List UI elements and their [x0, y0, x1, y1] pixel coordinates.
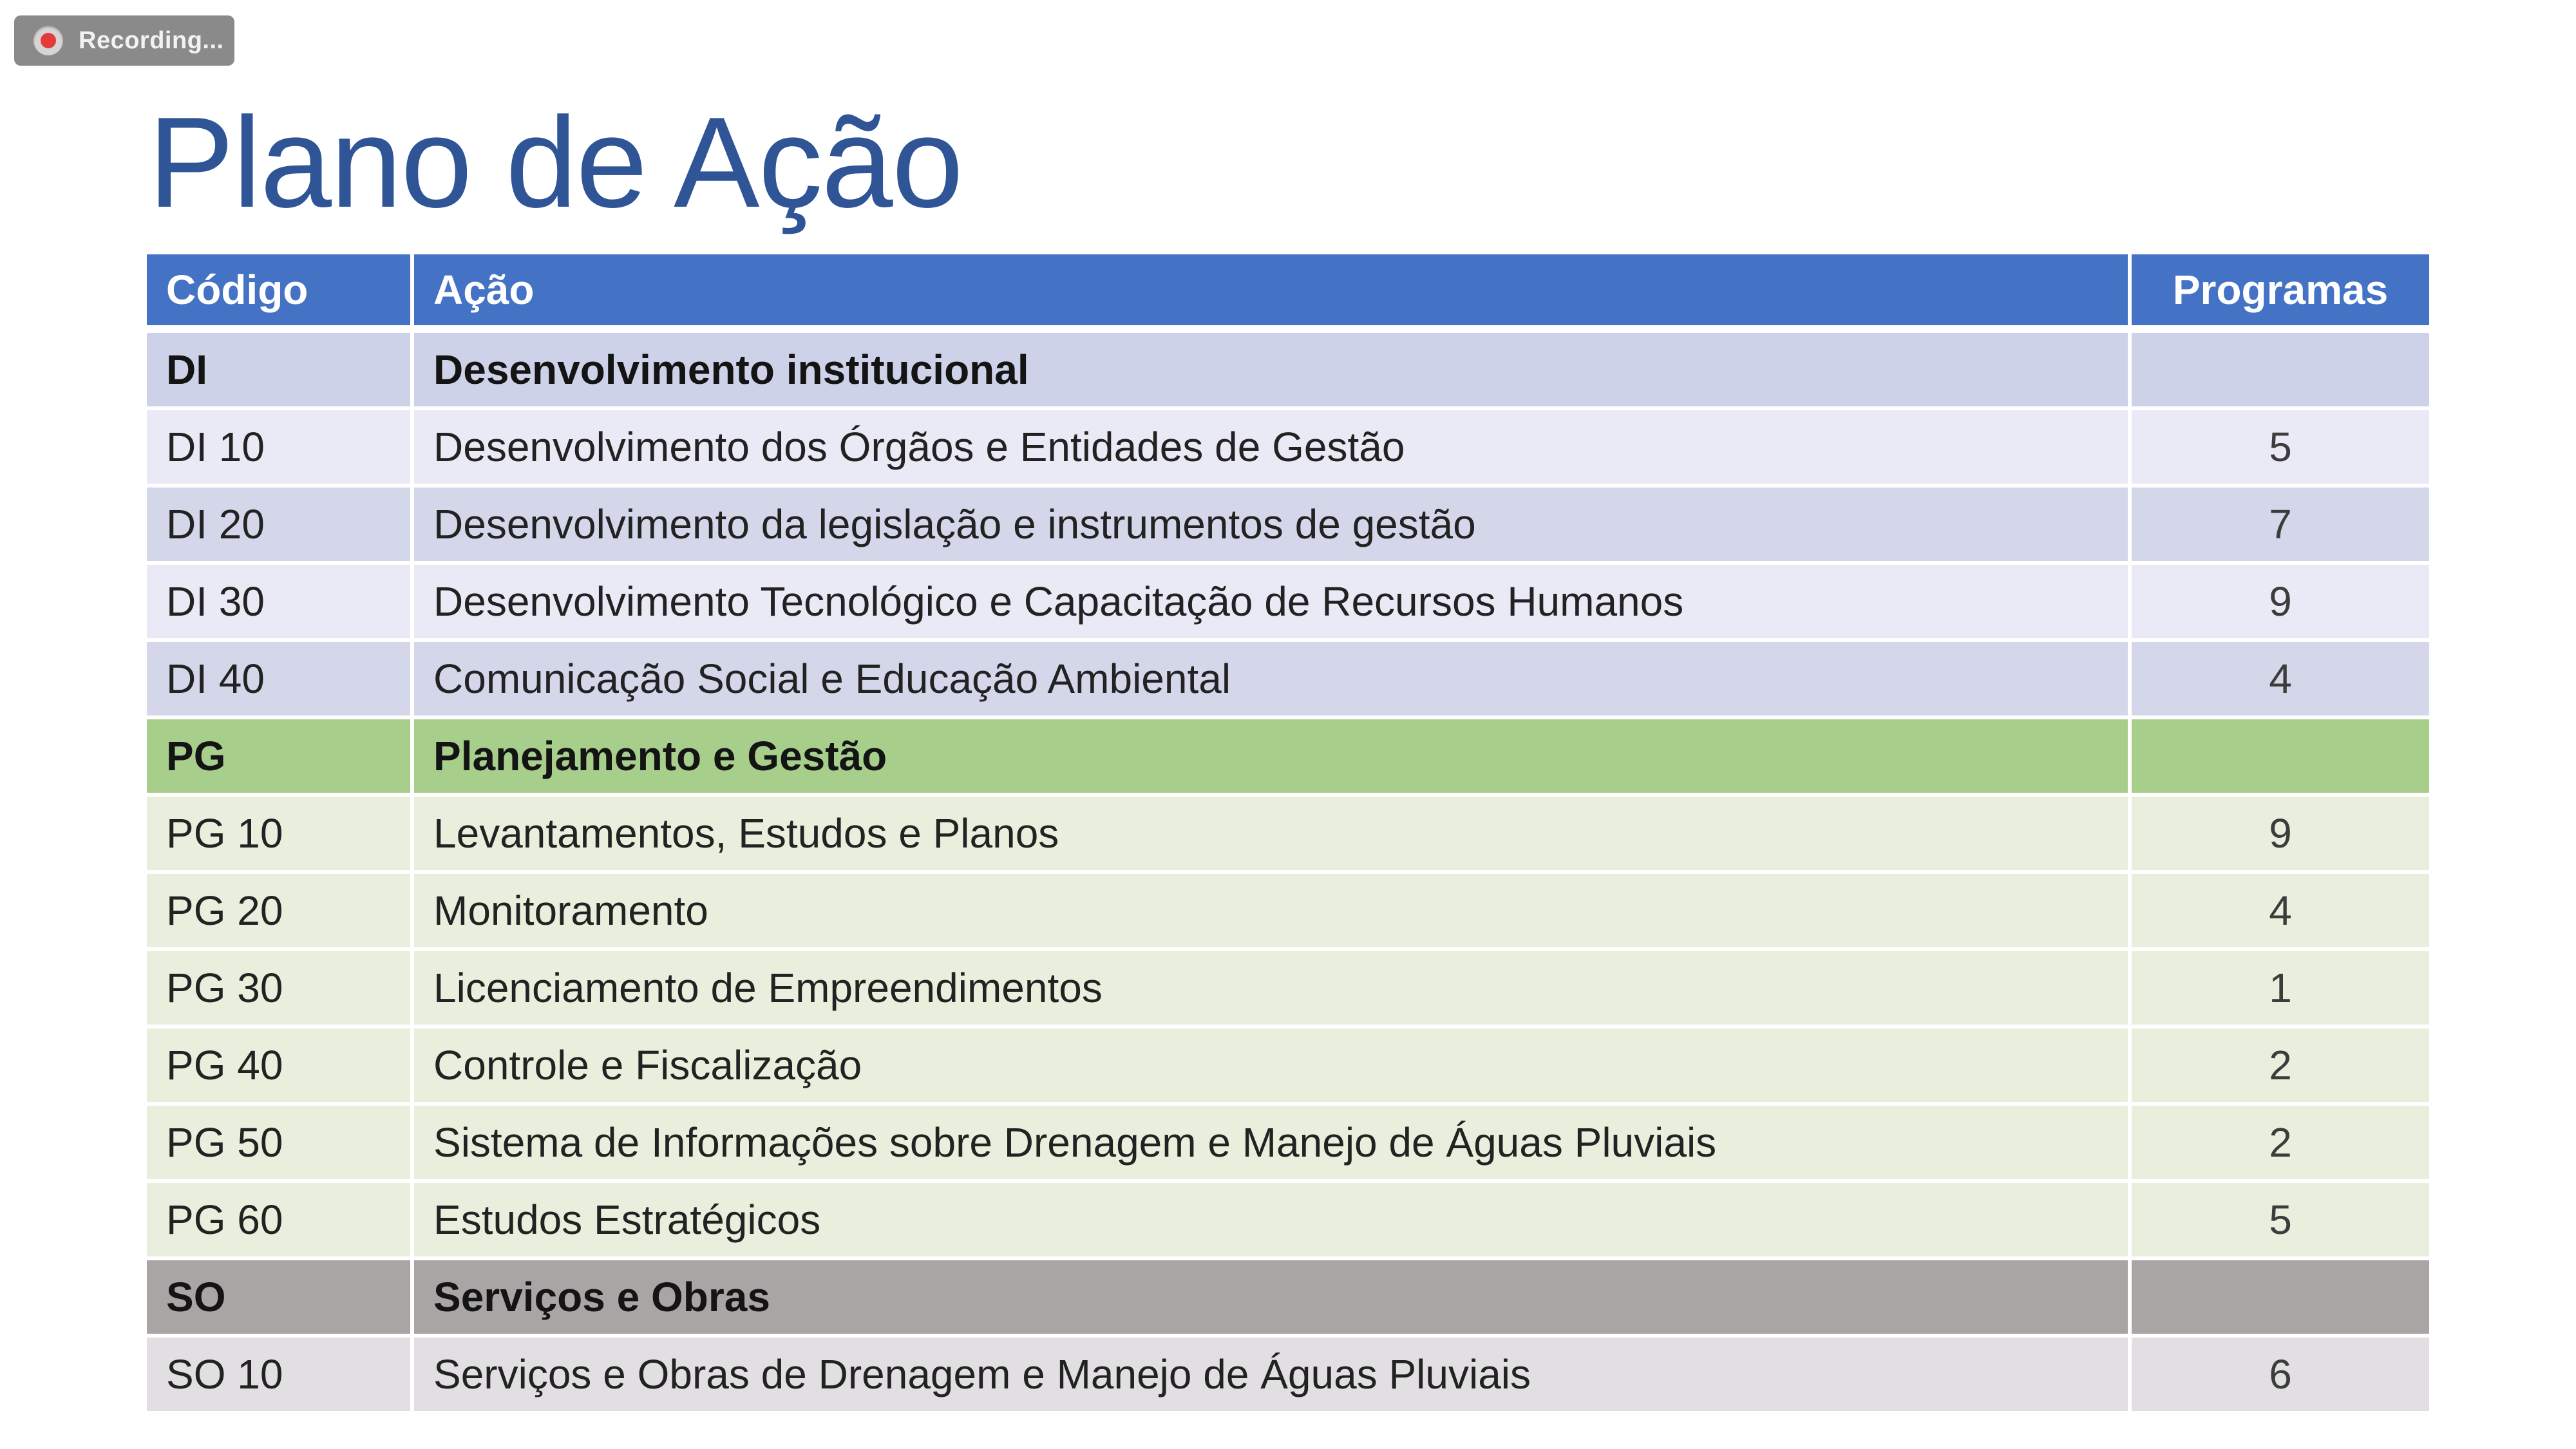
- table-body: [147, 333, 2429, 1411]
- table-row: [147, 951, 2429, 1025]
- codigo-cell: DI 40: [147, 642, 414, 715]
- recording-badge[interactable]: [14, 15, 234, 66]
- table-row: [147, 1260, 2429, 1334]
- programas-cell: 9: [2269, 578, 2292, 625]
- programas-cell: 2: [2269, 1042, 2292, 1088]
- codigo-cell: SO 10: [147, 1338, 414, 1411]
- programas-cell: 4: [2269, 887, 2292, 934]
- acao-cell: Serviços e Obras de Drenagem e Manejo de Águas Pluviais: [414, 1338, 2132, 1411]
- acao-cell: Desenvolvimento institucional: [414, 333, 2132, 406]
- table-row: [147, 642, 2429, 715]
- codigo-cell: PG 40: [147, 1028, 414, 1102]
- codigo-cell: PG 20: [147, 874, 414, 947]
- header-acao: Ação: [414, 254, 2132, 325]
- codigo-cell: PG 10: [147, 797, 414, 870]
- codigo-cell: PG 60: [147, 1183, 414, 1256]
- programas-cell: 5: [2269, 424, 2292, 470]
- header-codigo: Código: [147, 254, 414, 325]
- acao-cell: Estudos Estratégicos: [414, 1183, 2132, 1256]
- codigo-cell: PG: [147, 719, 414, 793]
- acao-cell: Monitoramento: [414, 874, 2132, 947]
- acao-cell: Desenvolvimento da legislação e instrumentos de gestão: [414, 488, 2132, 561]
- table-row: [147, 1338, 2429, 1411]
- table-row: [147, 488, 2429, 561]
- acao-cell: Sistema de Informações sobre Drenagem e Manejo de Águas Pluviais: [414, 1106, 2132, 1179]
- slide-title: Plano de Ação: [148, 91, 962, 234]
- codigo-cell: DI 10: [147, 410, 414, 484]
- programas-cell: 5: [2269, 1197, 2292, 1243]
- programas-cell: [2132, 333, 2429, 406]
- table-row: [147, 565, 2429, 638]
- action-plan-table: [147, 254, 2429, 1415]
- codigo-cell: SO: [147, 1260, 414, 1334]
- programas-cell: 7: [2269, 501, 2292, 547]
- programas-cell: [2132, 1260, 2429, 1334]
- codigo-cell: PG 50: [147, 1106, 414, 1179]
- acao-cell: Levantamentos, Estudos e Planos: [414, 797, 2132, 870]
- programas-cell: 2: [2269, 1119, 2292, 1166]
- acao-cell: Serviços e Obras: [414, 1260, 2132, 1334]
- programas-cell: 4: [2269, 656, 2292, 702]
- table-row: [147, 874, 2429, 947]
- programas-cell: 6: [2269, 1351, 2292, 1397]
- programas-cell: [2132, 719, 2429, 793]
- table-row: [147, 410, 2429, 484]
- table-row: [147, 1028, 2429, 1102]
- acao-cell: Desenvolvimento dos Órgãos e Entidades de Gestão: [414, 410, 2132, 484]
- codigo-cell: PG 30: [147, 951, 414, 1025]
- table-row: [147, 1106, 2429, 1179]
- table-row: [147, 1183, 2429, 1256]
- acao-cell: Controle e Fiscalização: [414, 1028, 2132, 1102]
- table-row: [147, 719, 2429, 793]
- table-header-row: [147, 254, 2429, 325]
- recording-label: Recording...: [79, 26, 224, 54]
- acao-cell: Licenciamento de Empreendimentos: [414, 951, 2132, 1025]
- programas-cell: 9: [2269, 810, 2292, 857]
- codigo-cell: DI: [147, 333, 414, 406]
- programas-cell: 1: [2269, 965, 2292, 1011]
- acao-cell: Comunicação Social e Educação Ambiental: [414, 642, 2132, 715]
- table-row: [147, 797, 2429, 870]
- acao-cell: Planejamento e Gestão: [414, 719, 2132, 793]
- table-row: [147, 333, 2429, 406]
- codigo-cell: DI 20: [147, 488, 414, 561]
- acao-cell: Desenvolvimento Tecnológico e Capacitação de Recursos Humanos: [414, 565, 2132, 638]
- codigo-cell: DI 30: [147, 565, 414, 638]
- header-programas: Programas: [2172, 267, 2389, 313]
- recording-dot-icon: [33, 26, 63, 55]
